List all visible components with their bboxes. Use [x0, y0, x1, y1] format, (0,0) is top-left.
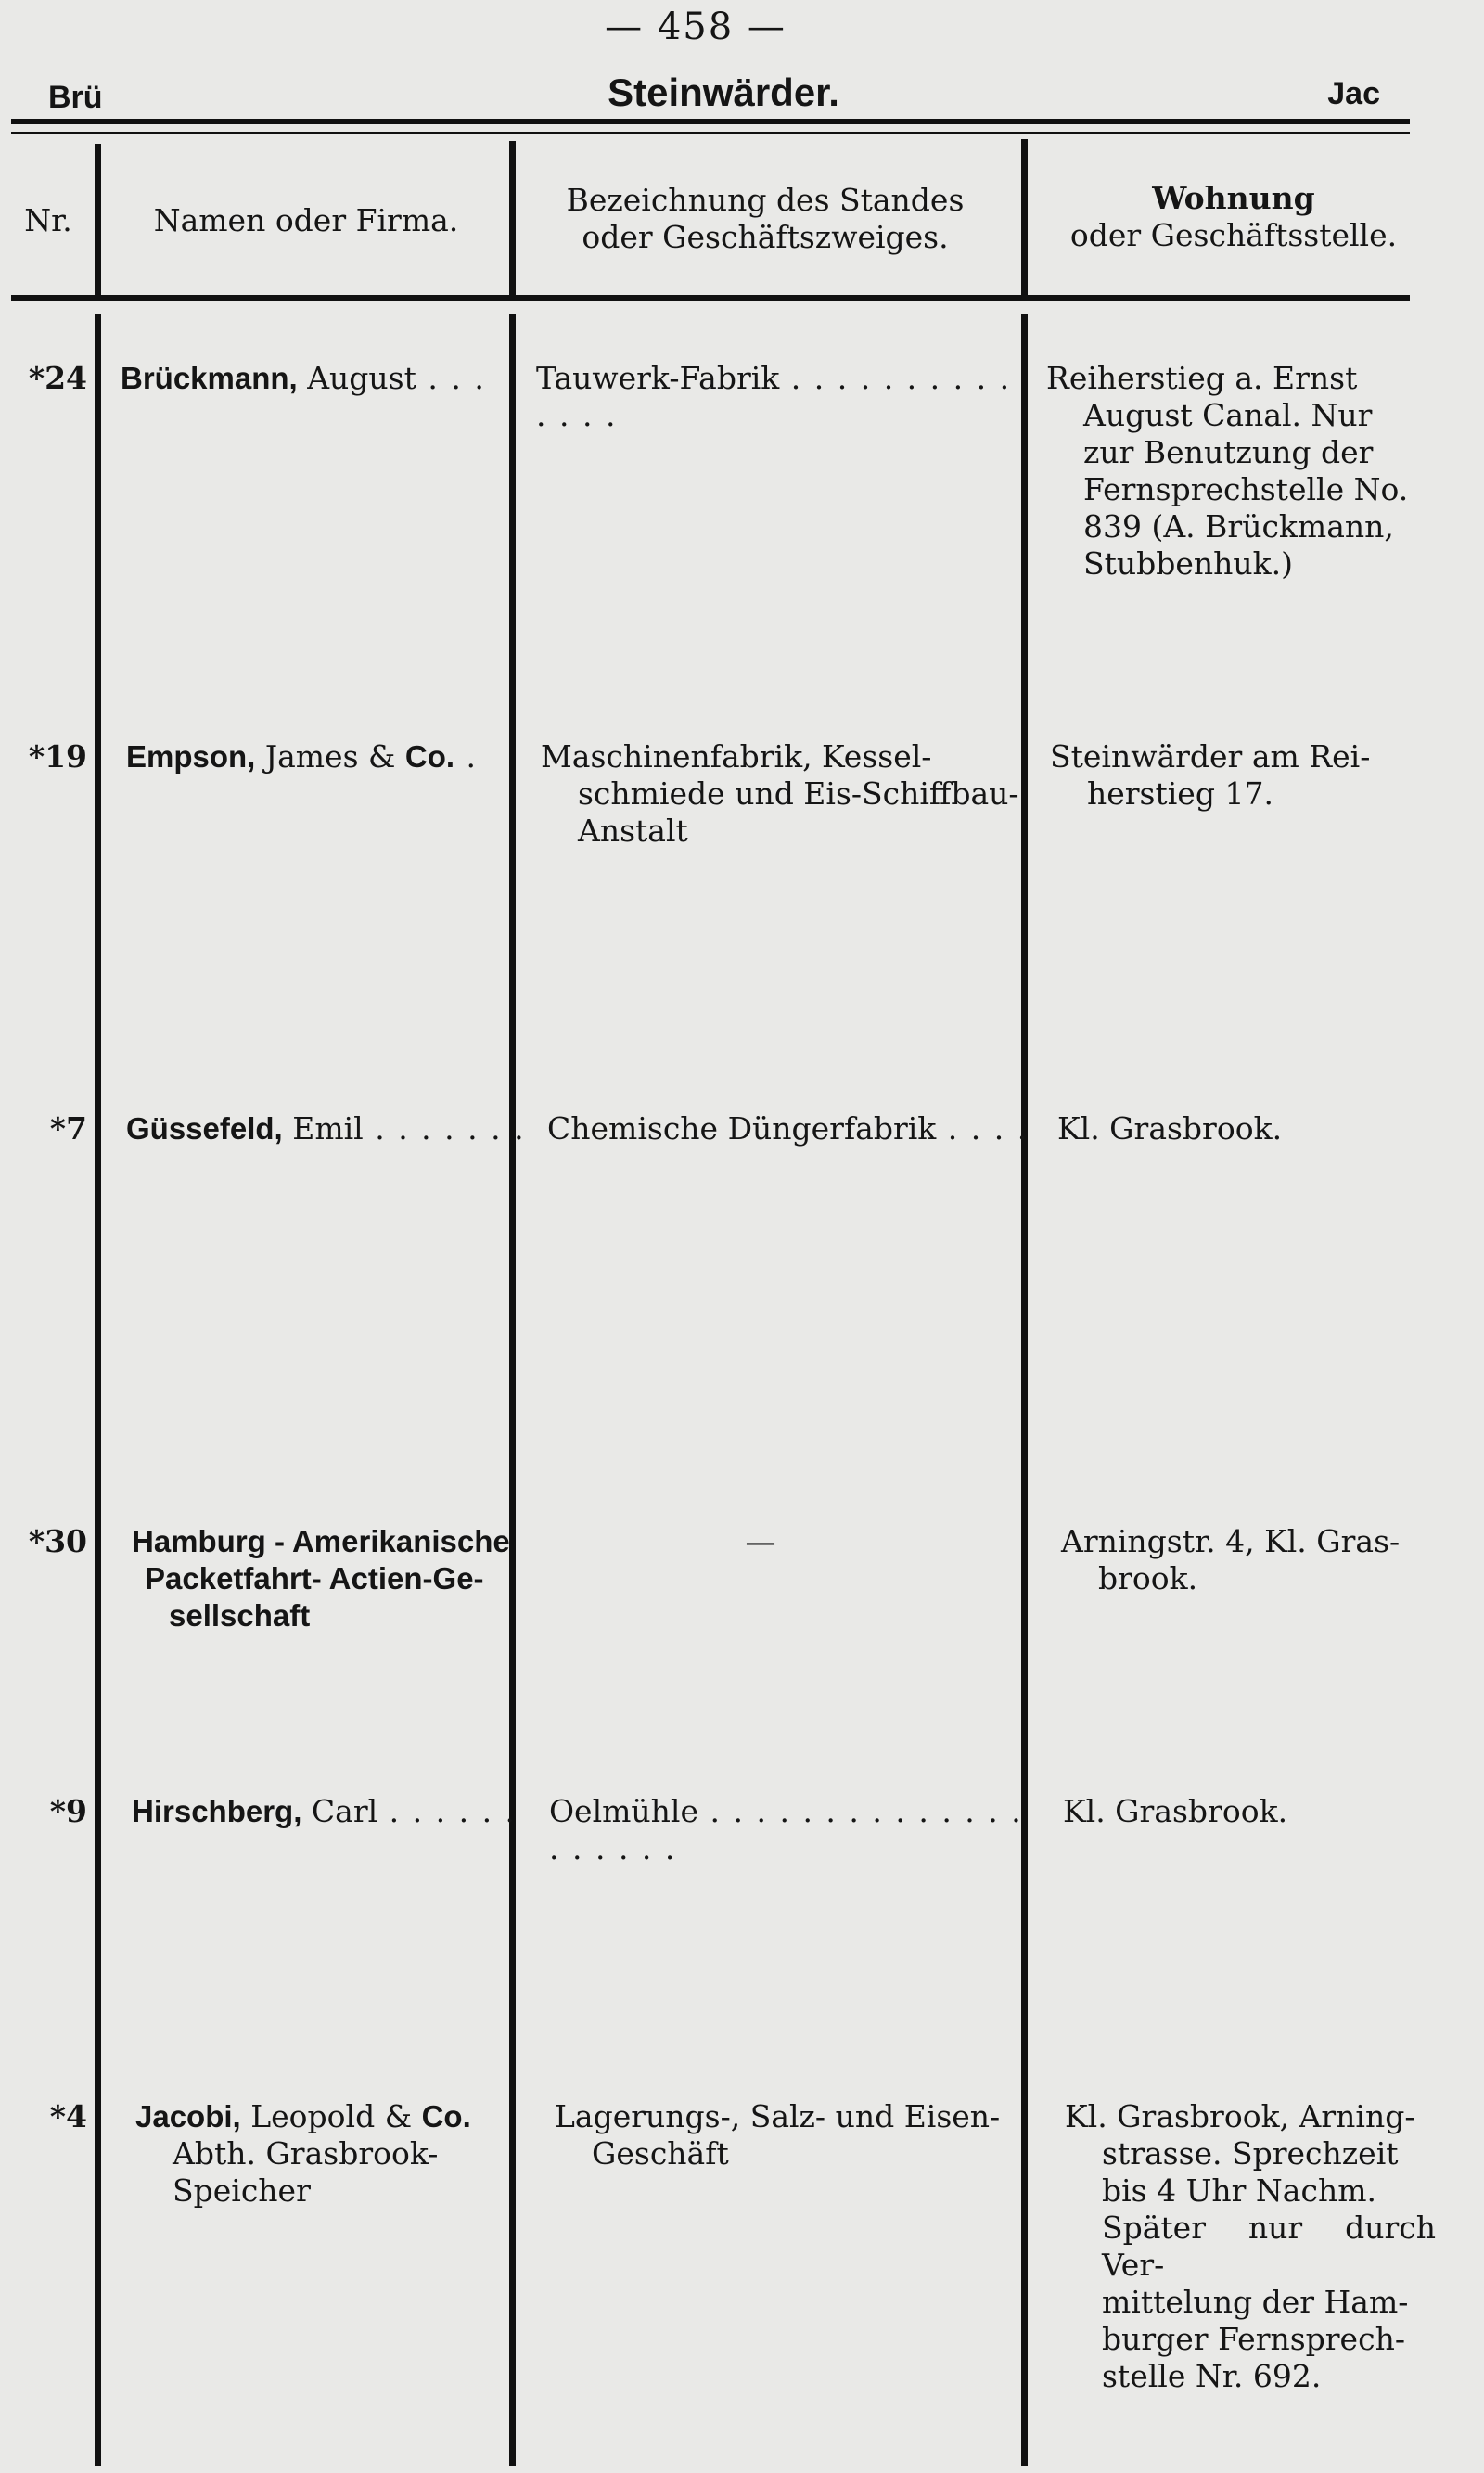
entry-name: Hirschberg, Carl . . . . . .	[132, 1793, 518, 1829]
entry-address: Steinwärder am Rei- herstieg 17.	[1050, 738, 1371, 812]
header-trade: Bezeichnung des Standes oder Geschäftszweiges.	[566, 182, 965, 255]
entry-number: *30	[28, 1523, 87, 1559]
header-nr: Nr.	[24, 202, 72, 238]
entry-address: Kl. Grasbrook.	[1057, 1110, 1283, 1147]
column-divider-1	[95, 314, 101, 2466]
header-address: Wohnung oder Geschäftsstelle.	[1069, 180, 1398, 253]
entry-name: Hamburg - Amerikanische Packetfahrt- Actien-Ge- sellschaft	[132, 1524, 510, 1633]
top-rule-thick	[11, 119, 1410, 124]
entry-name: Brückmann, August . . .	[121, 360, 486, 396]
header-name: Namen oder Firma.	[153, 202, 459, 238]
entry-trade: Maschinenfabrik, Kessel- schmiede und Eis-Schiffbau- Anstalt	[541, 738, 1019, 849]
page-title: Steinwärder.	[608, 70, 839, 114]
top-rule-thin	[11, 132, 1410, 134]
page-number: — 458 —	[605, 6, 787, 48]
entry-name: Güssefeld, Emil . . . . . . .	[126, 1110, 526, 1147]
column-divider-1-upper	[95, 144, 101, 301]
running-head-left: Brü	[48, 80, 103, 115]
entry-number: *4	[49, 2098, 87, 2134]
entry-number: *19	[28, 738, 87, 775]
entry-number: *7	[49, 1110, 87, 1147]
entry-name: Empson, James & Co. .	[126, 738, 479, 775]
entry-address: Kl. Grasbrook, Arning- strasse. Sprechzeit bis 4 Uhr Nachm. Später nur durch Ver- mittelung der Ham- burger Fernsprech- stelle Nr. 692.	[1065, 2098, 1436, 2394]
header-rule	[11, 295, 1410, 301]
entry-name: Jacobi, Leopold & Co. Abth. Grasbrook- Speicher	[135, 2098, 471, 2209]
column-divider-3-upper	[1021, 139, 1028, 301]
entry-trade: Chemische Düngerfabrik . . . .	[547, 1110, 1030, 1147]
entry-address: Arningstr. 4, Kl. Gras- brook.	[1061, 1523, 1401, 1596]
entry-number: *9	[49, 1793, 87, 1829]
entry-trade: Oelmühle . . . . . . . . . . . . . . . . . . . .	[549, 1793, 1023, 1866]
entry-number: *24	[28, 360, 87, 396]
entry-trade: Tauwerk-Fabrik . . . . . . . . . . . . . .	[536, 360, 1012, 433]
running-head-right: Jac	[1327, 76, 1380, 111]
entry-trade-empty: —	[745, 1523, 776, 1559]
entry-trade: Lagerungs-, Salz- und Eisen- Geschäft	[555, 2098, 1001, 2172]
column-divider-2-upper	[509, 141, 516, 301]
entry-address: Kl. Grasbrook.	[1063, 1793, 1288, 1829]
entry-address: Reiherstieg a. Ernst August Canal. Nur zur Benutzung der Fernsprechstelle No. 839 (A. Brückmann, Stubbenhuk.)	[1046, 360, 1409, 582]
